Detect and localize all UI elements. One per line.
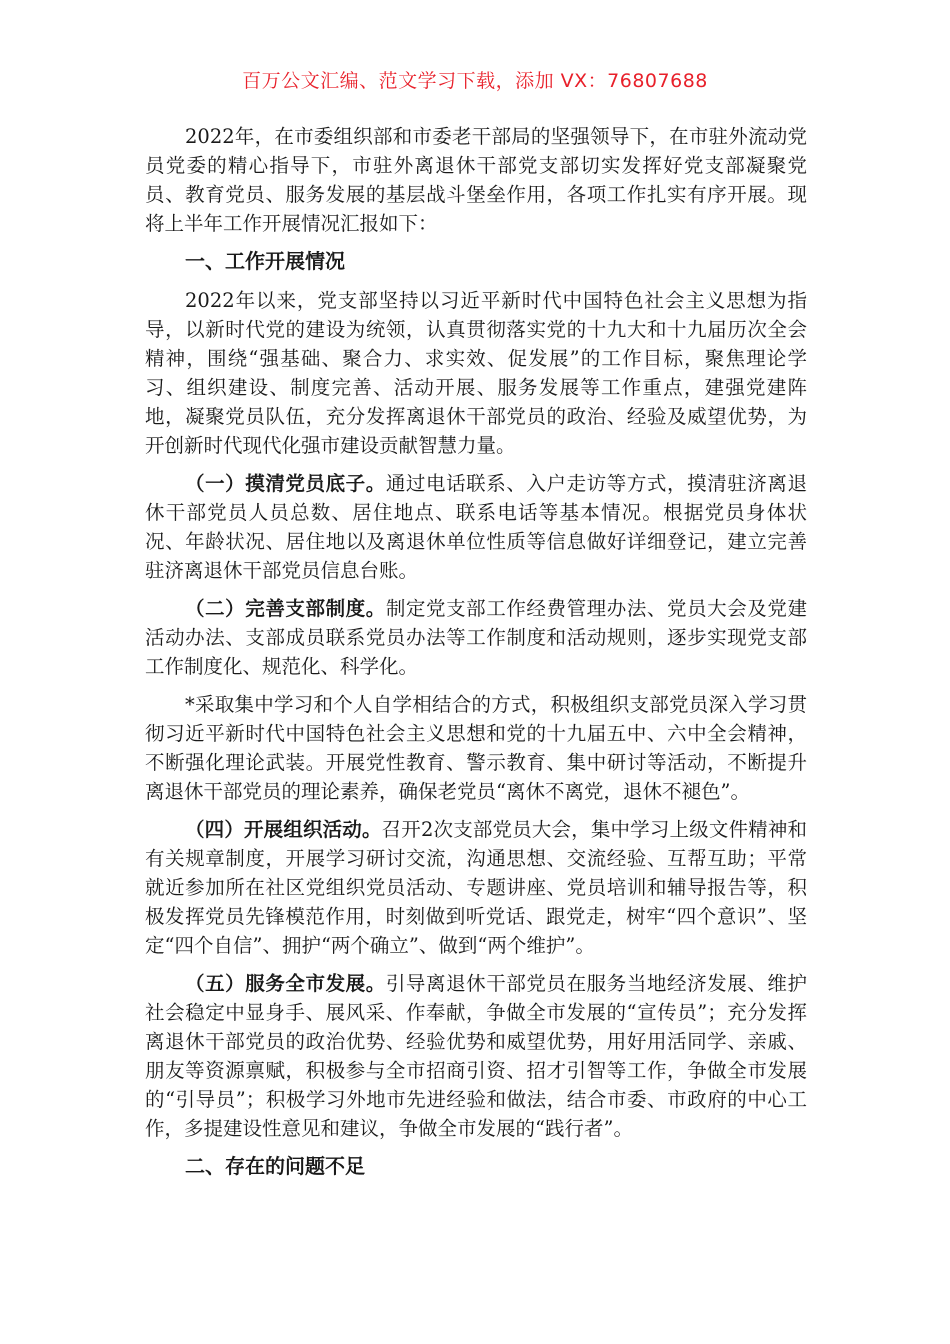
item-title-5: （五）服务全市发展。	[185, 972, 386, 995]
item-text-2: 制定党支部工作经费管理办法、党员大会及党建活动办法、支部成员联系党员办法等工作制度和活动规则，逐步实现党支部工作制度化、规范化、科学化。	[145, 597, 807, 678]
document-body	[145, 122, 807, 1191]
section-heading-1: 一、工作开展情况	[185, 249, 345, 273]
item-title-1: （一）摸清党员底子。	[185, 472, 386, 495]
item-title-4: （四）开展组织活动。	[185, 818, 382, 841]
item-text-1: 通过电话联系、入户走访等方式，摸清驻济离退休干部党员人员总数、居住地点、联系电话等基本情况。根据党员身体状况、年龄状况、居住地以及离退休单位性质等信息做好详细登记，建立完善驻济离退休干部党员信息台账。	[145, 472, 807, 582]
item-text-4: 召开2次支部党员大会，集中学习上级文件精神和有关规章制度，开展学习研讨交流，沟通思想、交流经验、互帮互助；平常就近参加所在社区党组织党员活动、专题讲座、党员培训和辅导报告等，积极发挥党员先锋模范作用，时刻做到听党话、跟党走，树牢“四个意识”、坚定“四个自信”、拥护“两个确立”、做到“两个维护”。	[145, 818, 807, 957]
item-title-2: （二）完善支部制度。	[185, 597, 386, 620]
item-paragraph-3	[145, 690, 807, 806]
overview-paragraph: 2022年以来，党支部坚持以习近平新时代中国特色社会主义思想为指导，以新时代党的建设为统领，认真贯彻落实党的十九大和十九届历次全会精神，围绕“强基础、聚合力、求实效、促发展”的工作目标，聚焦理论学习、组织建设、制度完善、活动开展、服务发展等工作重点，建强党建阵地，凝聚党员队伍，充分发挥离退休干部党员的政治、经验及威望优势，为开创新时代现代化强市建设贡献智慧力量。	[145, 289, 807, 457]
item-paragraph-5	[145, 969, 807, 1143]
item-text-5: 引导离退休干部党员在服务当地经济发展、维护社会稳定中显身手、展风采、作奉献，争做全市发展的“宣传员”；充分发挥离退休干部党员的政治优势、经验优势和威望优势，用好用活同学、亲戚、朋友等资源禀赋，积极参与全市招商引资、招才引智等工作，争做全市发展的“引导员”；积极学习外地市先进经验和做法，结合市委、市政府的中心工作，多提建设性意见和建议，争做全市发展的“践行者”。	[145, 972, 807, 1140]
item-paragraph-4	[145, 815, 807, 960]
section-heading-2: 二、存在的问题不足	[185, 1154, 365, 1178]
intro-paragraph: 2022年，在市委组织部和市委老干部局的坚强领导下，在市驻外流动党员党委的精心指导下，市驻外离退休干部党支部切实发挥好党支部凝聚党员、教育党员、服务发展的基层战斗堡垒作用，各项工作扎实有序开展。现将上半年工作开展情况汇报如下：	[145, 125, 807, 235]
item-text-3: *采取集中学习和个人自学相结合的方式，积极组织支部党员深入学习贯彻习近平新时代中国特色社会主义思想和党的十九届五中、六中全会精神，不断强化理论武装。开展党性教育、警示教育、集中研讨等活动，不断提升离退休干部党员的理论素养，确保老党员“离休不离党，退休不褪色”。	[145, 693, 807, 803]
item-paragraph-1	[145, 469, 807, 585]
watermark-banner: 百万公文汇编、范文学习下载，添加 VX：76807688	[242, 70, 708, 92]
item-paragraph-2	[145, 594, 807, 681]
